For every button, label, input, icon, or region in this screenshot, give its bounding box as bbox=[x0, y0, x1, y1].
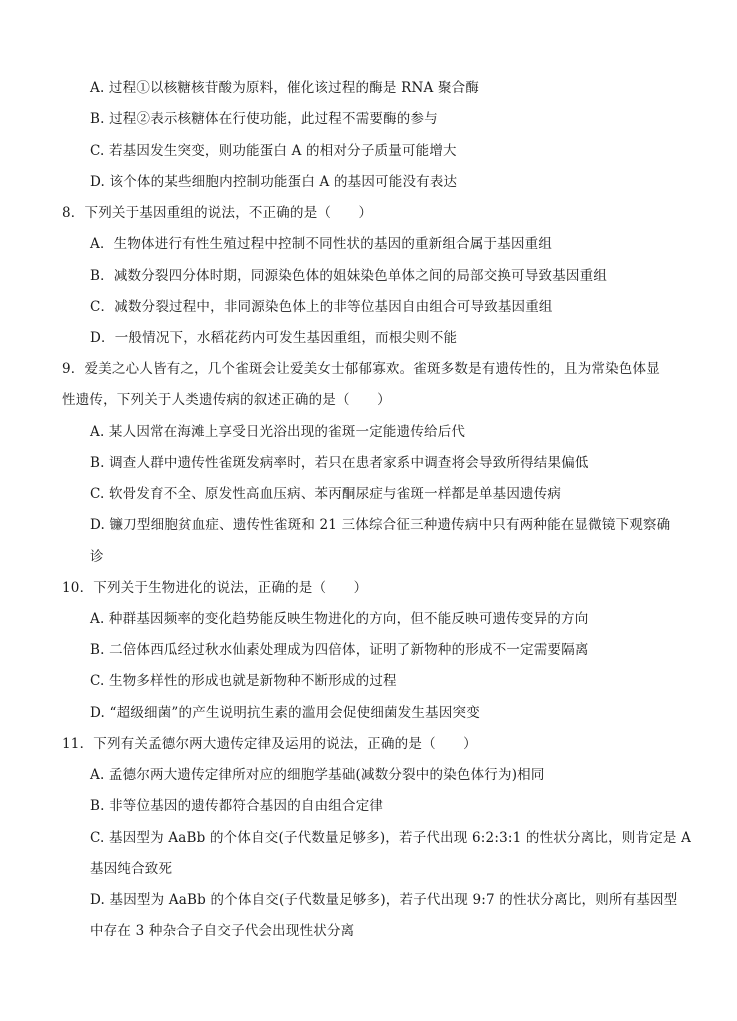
option-line: A．生物体进行有性生殖过程中控制不同性状的基因的重新组合属于基因重组 bbox=[90, 236, 553, 252]
question-stem-continuation: 性遗传，下列关于人类遗传病的叙述正确的是（ ） bbox=[62, 392, 391, 408]
option-line: D. 镰刀型细胞贫血症、遗传性雀斑和 21 三体综合征三种遗传病中只有两种能在显微镜下观察确 bbox=[90, 517, 671, 533]
option-line: A. 孟德尔两大遗传定律所对应的细胞学基础(减数分裂中的染色体行为)相同 bbox=[90, 767, 545, 783]
option-line: B. 非等位基因的遗传都符合基因的自由组合定律 bbox=[90, 798, 384, 814]
option-line: D．一般情况下，水稻花药内可发生基因重组，而根尖则不能 bbox=[90, 330, 458, 346]
option-line: C. 若基因发生突变，则功能蛋白 A 的相对分子质量可能增大 bbox=[90, 143, 457, 159]
option-line-continuation: 基因纯合致死 bbox=[90, 861, 173, 877]
option-line: C．减数分裂过程中，非同源染色体上的非等位基因自由组合可导致基因重组 bbox=[90, 299, 553, 315]
option-line: C. 基因型为 AaBb 的个体自交(子代数量足够多)，若子代出现 6:2:3:1 的性状分离比，则肯定是 A bbox=[90, 830, 692, 846]
question-stem: 11．下列有关孟德尔两大遗传定律及运用的说法，正确的是（ ） bbox=[62, 736, 477, 752]
option-line: D. “超级细菌”的产生说明抗生素的滥用会促使细菌发生基因突变 bbox=[90, 705, 480, 721]
option-line: C. 软骨发育不全、原发性高血压病、苯丙酮尿症与雀斑一样都是单基因遗传病 bbox=[90, 486, 562, 502]
option-line: C. 生物多样性的形成也就是新物种不断形成的过程 bbox=[90, 673, 397, 689]
question-stem: 8．下列关于基因重组的说法，不正确的是（ ） bbox=[62, 205, 373, 221]
question-stem: 9．爱美之心人皆有之，几个雀斑会让爱美女士郁郁寡欢。雀斑多数是有遗传性的，且为常染色体显 bbox=[62, 361, 660, 377]
option-line: B．减数分裂四分体时期，同源染色体的姐妹染色单体之间的局部交换可导致基因重组 bbox=[90, 268, 608, 284]
option-line: A. 过程①以核糖核苷酸为原料，催化该过程的酶是 RNA 聚合酶 bbox=[90, 80, 480, 96]
option-line: B. 过程②表示核糖体在行使功能，此过程不需要酶的参与 bbox=[90, 111, 438, 127]
option-line-continuation: 中存在 3 种杂合子自交子代会出现性状分离 bbox=[90, 923, 355, 939]
option-line: A. 某人因常在海滩上享受日光浴出现的雀斑一定能遗传给后代 bbox=[90, 424, 466, 440]
option-line: A. 种群基因频率的变化趋势能反映生物进化的方向，但不能反映可遗传变异的方向 bbox=[90, 611, 589, 627]
option-line: D. 该个体的某些细胞内控制功能蛋白 A 的基因可能没有表达 bbox=[90, 174, 458, 190]
option-line: B. 二倍体西瓜经过秋水仙素处理成为四倍体，证明了新物种的形成不一定需要隔离 bbox=[90, 642, 589, 658]
option-line: D. 基因型为 AaBb 的个体自交(子代数量足够多)，若子代出现 9:7 的性状分离比，则所有基因型 bbox=[90, 892, 678, 908]
question-stem: 10．下列关于生物进化的说法，正确的是（ ） bbox=[62, 580, 368, 596]
option-line-continuation: 诊 bbox=[90, 549, 104, 565]
option-line: B. 调查人群中遗传性雀斑发病率时，若只在患者家系中调查将会导致所得结果偏低 bbox=[90, 455, 589, 471]
